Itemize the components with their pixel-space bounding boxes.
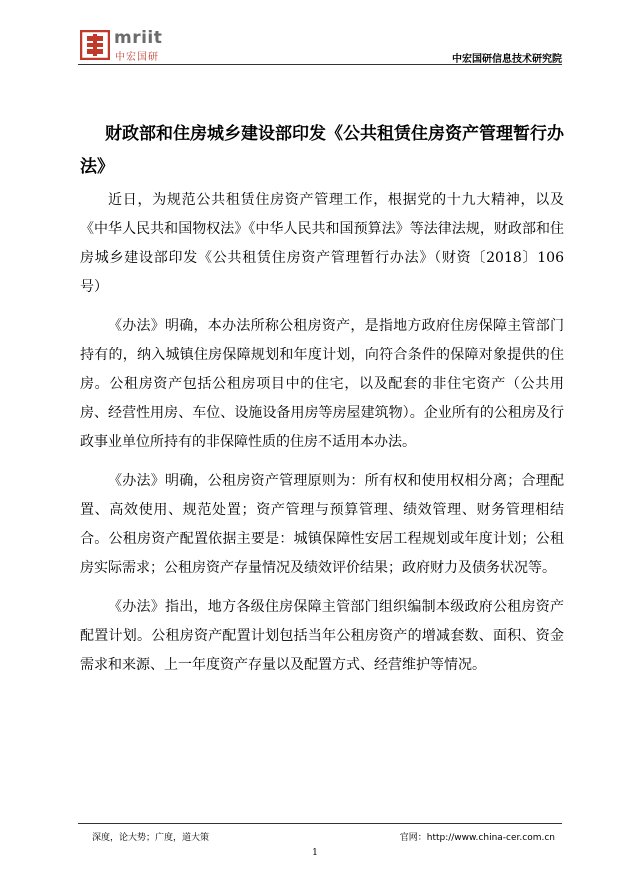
paragraph-1: 近日，为规范公共租赁住房资产管理工作，根据党的十九大精神，以及《中华人民共和国物权法》《中华人民共和国预算法》等法律法规，财政部和住房城乡建设部印发《公共租赁住房资产管理暂行办法》（财资〔2018〕106 号） — [80, 192, 564, 295]
paragraph-4: 《办法》指出，地方各级住房保障主管部门组织编制本级政府公租房资产配置计划。公租房资产配置计划包括当年公租房资产的增减套数、面积、资金需求和来源、上一年度资产存量以及配置方式、经营维护等情况。 — [80, 599, 564, 673]
header-divider — [78, 64, 562, 65]
document-title: 财政部和住房城乡建设部印发《公共租赁住房资产管理暂行办法》 — [80, 124, 564, 177]
logo — [80, 28, 190, 64]
paragraph-3: 《办法》明确，公租房资产管理原则为：所有权和使用权相分离；合理配置、高效使用、规范处置；资产管理与预算管理、绩效管理、财务管理相结合。公租房资产配置依据主要是：城镇保障性安居工程规划或年度计划；公租房实际需求；公租房资产存量情况及绩效评价结果；政府财力及债务状况等。 — [80, 473, 564, 576]
paragraph-2: 《办法》明确，本办法所称公租房资产，是指地方政府住房保障主管部门持有的，纳入城镇住房保障规划和年度计划，向符合条件的保障对象提供的住房。公租房资产包括公租房项目中的住宅，以及配套的非住宅资产（公共用房、经营性用房、车位、设施设备用房等房屋建筑物）。企业所有的公租房及行政事业单位所持有的非保障性质的住房不适用本办法。 — [80, 318, 564, 450]
logo-subtext: 中宏国研 — [115, 52, 159, 63]
footer-website: 官网：http://www.china-cer.com.cn — [399, 833, 555, 843]
logo-text: mriit — [114, 28, 163, 48]
logo-mark-icon — [80, 30, 110, 60]
header-organization: 中宏国研信息技术研究院 — [452, 54, 562, 65]
footer-divider — [78, 823, 562, 824]
footer-slogan: 深度，论大势；广度，道大策 — [92, 833, 210, 843]
page-number: 1 — [312, 848, 318, 858]
document-body — [80, 186, 564, 690]
